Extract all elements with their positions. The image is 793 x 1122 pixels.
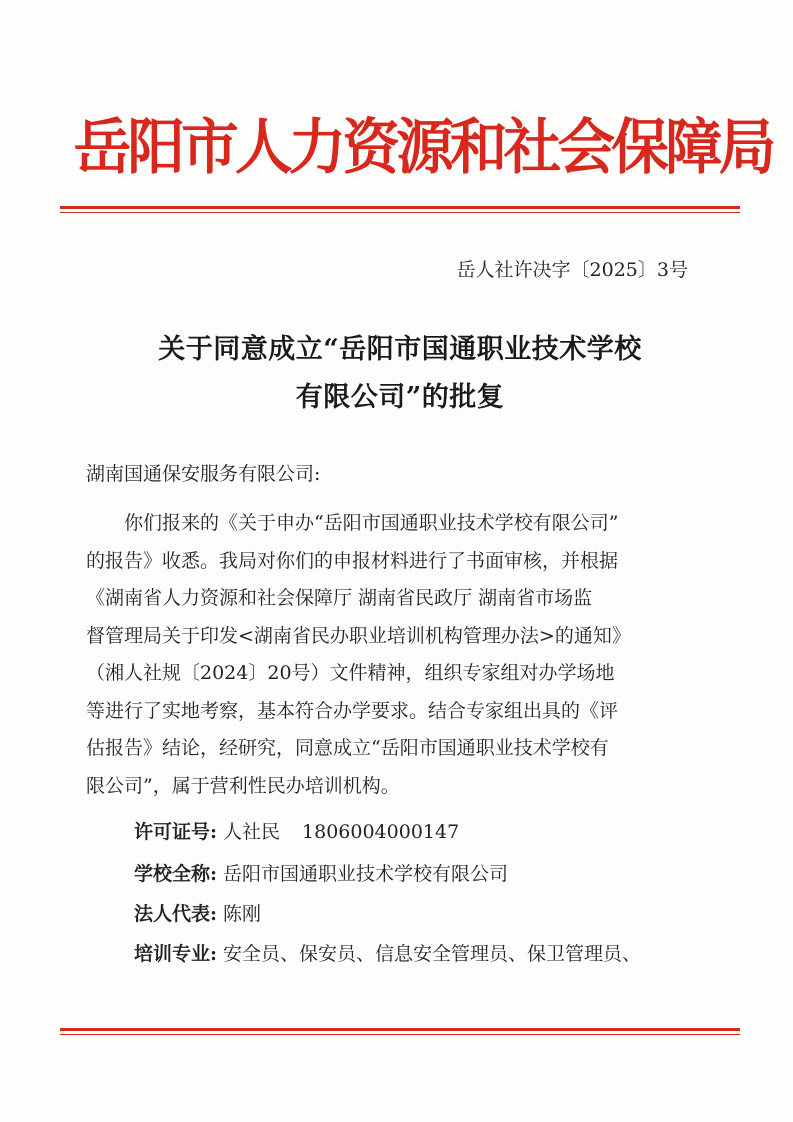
letterhead-rule-thin [60,212,740,213]
body-line: 《湖南省人力资源和社会保障厅 湖南省民政厅 湖南省市场监 [86,587,593,609]
body-line: 督管理局关于印发<湖南省民办职业培训机构管理办法>的通知》 [86,624,631,647]
license-field [134,818,459,846]
legal-rep-value: 陈刚 [223,903,262,925]
letterhead-rule-thick [60,206,740,209]
school-name-label: 学校全称: [134,863,218,885]
salutation: 湖南国通保安服务有限公司: [86,463,321,485]
document-title-line-1: 关于同意成立“岳阳市国通职业技术学校 [158,334,642,365]
body-line: 限公司”，属于营利性民办培训机构。 [86,774,400,797]
license-number: 1806004000147 [302,821,460,843]
footer-rule-thick [60,1028,740,1031]
letterhead-title: 岳阳市人力资源和社会保障局 [73,113,773,183]
body-line: 估报告》结论，经研究，同意成立“岳阳市国通职业技术学校有 [86,737,609,759]
school-name-field [134,860,508,888]
document-title-line-2: 有限公司”的批复 [295,382,505,413]
specialty-label: 培训专业: [134,943,218,965]
legal-rep-field [134,900,261,928]
license-prefix: 人社民 [223,821,281,843]
specialty-field [134,940,641,968]
document-number: 岳人社许决字〔2025〕3号 [456,259,688,281]
body-line: 的报告》收悉。我局对你们的申报材料进行了书面审核，并根据 [86,549,619,572]
license-label: 许可证号: [134,821,218,843]
body-line: 等进行了实地考察，基本符合办学要求。结合专家组出具的《评 [86,699,619,722]
school-name-value: 岳阳市国通职业技术学校有限公司 [223,863,509,885]
body-line: （湘人社规〔2024〕20号）文件精神，组织专家组对办学场地 [86,662,615,684]
body-paragraph [86,505,698,805]
footer-rule-thin [60,1034,740,1035]
legal-rep-label: 法人代表: [134,903,218,925]
body-line: 你们报来的《关于申办“岳阳市国通职业技术学校有限公司” [86,512,619,534]
specialty-value: 安全员、保安员、信息安全管理员、保卫管理员、 [223,943,642,965]
